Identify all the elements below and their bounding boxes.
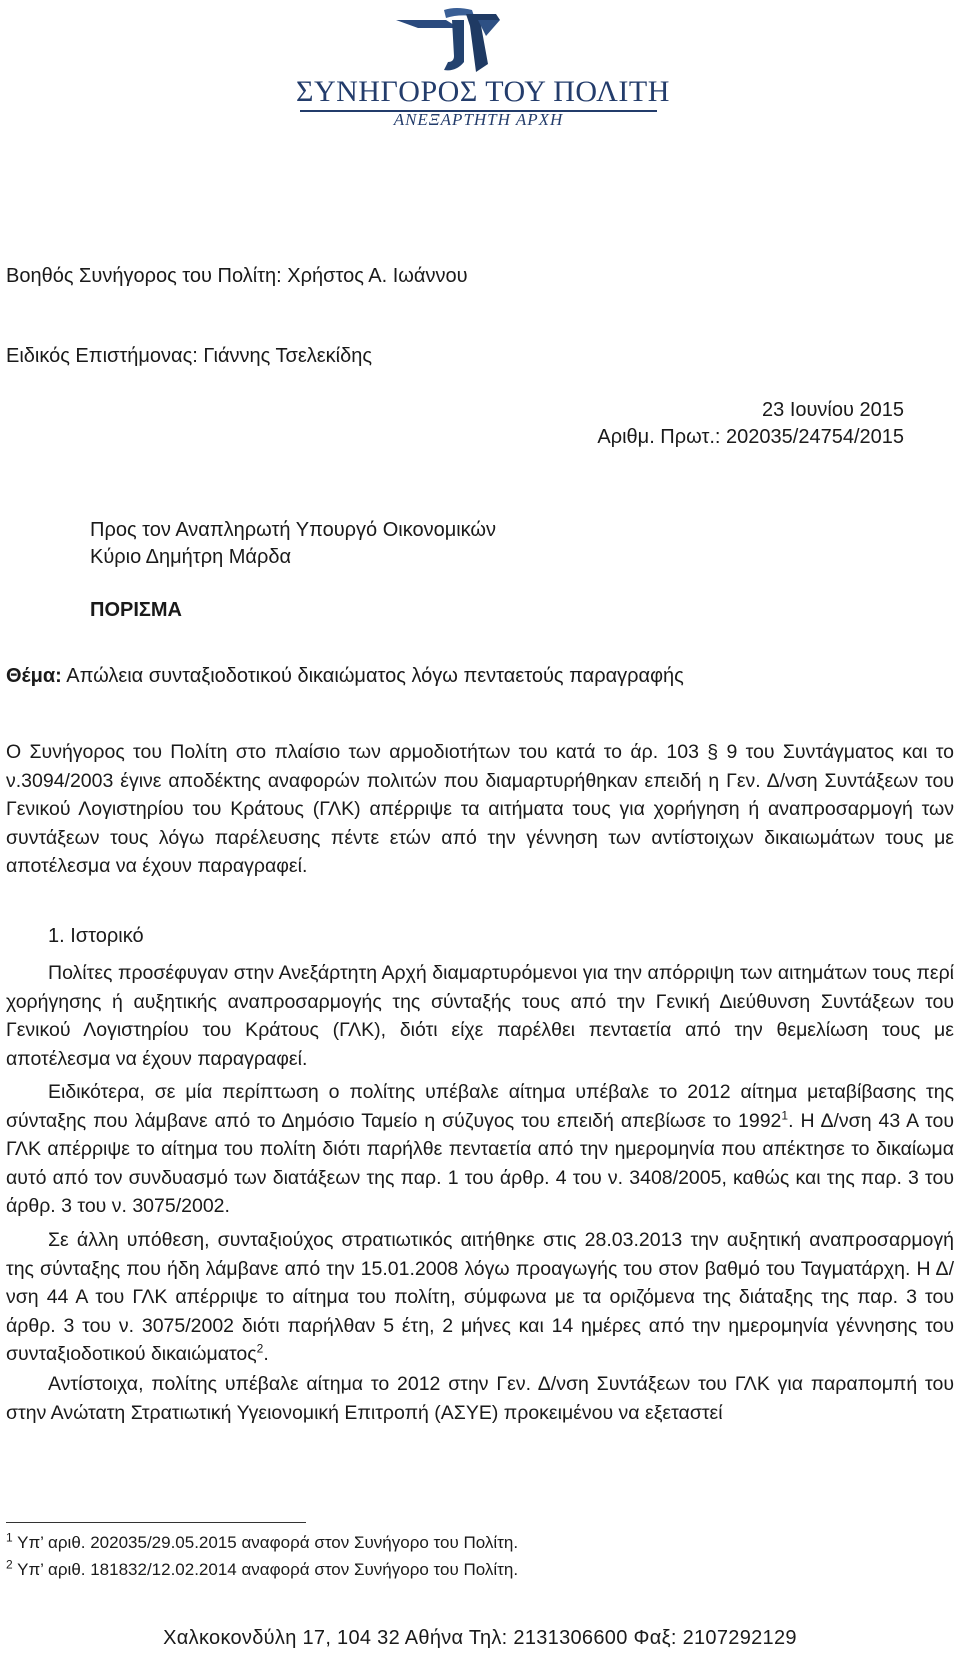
history-paragraph-2 [6,1078,954,1221]
footnote-2 [6,1559,518,1581]
footnote-1 [6,1532,518,1554]
subject-text: Απώλεια συνταξιοδοτικού δικαιώματος λόγω πενταετούς παραγραφής [61,665,684,687]
logo-subtitle: ΑΝΕΞΑΡΤΗΤΗ ΑΡΧΗ [393,110,564,129]
ombudsman-logo [296,6,670,130]
history-paragraph-1: Πολίτες προσέφυγαν στην Ανεξάρτητη Αρχή διαμαρτυρόμενοι για την απόρριψη των αιτημάτων τους περί χορήγησης ή αυξητικής αναπροσαρμογής της σύνταξής τους από την Γενική Διεύθυνση Συντάξεων του Γενικού Λογιστηρίου του Κράτους (ΓΛΚ), διότι είχε παρέλθει πενταετία από την θεμελίωση τους με αποτέλεσμα να έχουν παραγραφεί. [6,962,954,1070]
recipient-name: Κύριο Δημήτρη Μάρδα [90,546,292,568]
protocol-number: Αριθμ. Πρωτ.: 202035/24754/2015 [597,426,904,448]
recipient-title: Προς τον Αναπληρωτή Υπουργό Οικονομικών [90,519,497,541]
history-paragraph-2-text-b: . Η Δ/νση 43 Α του ΓΛΚ απέρριψε το αίτημα του πολίτη διότι παρήλθε πενταετία από την ημερομηνία που απέκτησε το δικαίωμα αυτό από τον συνδυασμό των διατάξεων της παρ. 1 του άρθρ. 4 του ν. 3408/2005, καθώς και της παρ. 3 του άρθρ. 3 του ν. 3075/2002. [6,1109,954,1217]
subject-line [6,664,684,688]
history-paragraph-3-text-a: Σε άλλη υπόθεση, συνταξιούχος στρατιωτικός αιτήθηκε στις 28.03.2013 την αυξητική αναπροσαρμογή της σύνταξης που ήδη λάμβανε από την 15.01.2008 λόγω προαγωγής του στον βαθμό του Ταγματάρχη. Η Δ/νση 44 Α του ΓΛΚ απέρριψε το αίτημα του πολίτη, σύμφωνα με τα οριζόμενα της διάταξης της παρ. 3 του άρθρ. 3 του ν. 3075/2002 διότι παρήλθαν 5 έτη, 2 μήνες και 14 ημέρες από την ημερομηνία γέννησης του συνταξιοδοτικού δικαιώματος [6,1229,954,1365]
footnote-1-text: Υπ’ αριθ. 202035/29.05.2015 αναφορά στον Συνήγορο του Πολίτη. [12,1533,519,1552]
logo-title: ΣΥΝΗΓΟΡΟΣ ΤΟΥ ΠΟΛΙΤΗ [296,75,670,108]
footnote-ref-1[interactable]: 1 [781,1108,789,1122]
footer-contact-info: Χαλκοκονδύλη 17, 104 32 Αθήνα Τηλ: 2131306600 Φαξ: 2107292129 [163,1627,797,1649]
document-type-heading: ΠΟΡΙΣΜΑ [90,599,183,621]
special-scientist-line: Ειδικός Επιστήμονας: Γιάννης Τσελεκίδης [6,345,372,367]
footnote-divider [6,1522,306,1523]
intro-paragraph: Ο Συνήγορος του Πολίτη στο πλαίσιο των αρμοδιοτήτων του κατά το άρ. 103 § 9 του Συντάγματος και το ν.3094/2003 έγινε αποδέκτης αναφορών πολιτών που διαμαρτυρήθηκαν επειδή η Γεν. Δ/νση Συντάξεων του Γενικού Λογιστηρίου του Κράτους (ΓΛΚ) απέρριψε τα αιτήματα τους για χορήγηση ή αναπροσαρμογή των συντάξεων τους λόγω παρέλευσης πέντε ετών από την γέννηση των αντίστοιχων δικαιωμάτων τους με αποτέλεσμα να έχουν παραγραφεί. [6,741,954,877]
footnote-1-number: 1 [6,1530,13,1545]
history-paragraph-4: Αντίστοιχα, πολίτης υπέβαλε αίτημα το 2012 στην Γεν. Δ/νση Συντάξεων του ΓΛΚ για παραπομπή του στην Ανώτατη Στρατιωτική Υγειονομική Επιτροπή (ΑΣΥΕ) προκειμένου να εξεταστεί [6,1373,954,1424]
section-heading-history: 1. Ιστορικό [48,925,144,947]
document-date: 23 Ιουνίου 2015 [762,399,904,421]
history-paragraph-3 [6,1226,954,1369]
subject-label: Θέμα: [6,665,62,687]
footnote-ref-2[interactable]: 2 [256,1341,264,1356]
assistant-ombudsman-line: Βοηθός Συνήγορος του Πολίτη: Χρήστος Α. Ιωάννου [6,265,468,287]
footnote-2-number: 2 [6,1557,13,1572]
history-paragraph-3-text-b: . [263,1343,269,1365]
logo-emblem-icon [296,6,661,78]
footnote-2-text: Υπ’ αριθ. 181832/12.02.2014 αναφορά στον Συνήγορο του Πολίτη. [12,1560,519,1579]
history-paragraph-2-text-a: Ειδικότερα, σε μία περίπτωση ο πολίτης υπέβαλε αίτημα υπέβαλε το 2012 αίτημα μεταβίβασης της σύνταξης που λάμβανε από το Δημόσιο Ταμείο η σύζυγος του επειδή απεβίωσε το 1992 [6,1081,954,1132]
